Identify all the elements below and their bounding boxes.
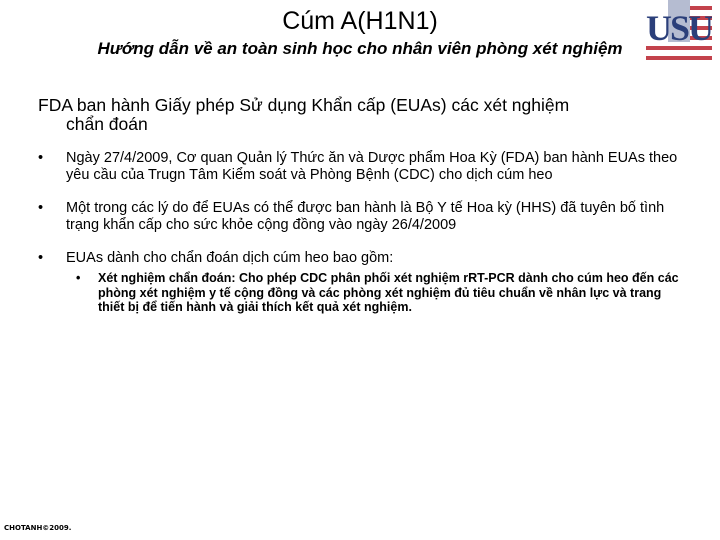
usu-logo — [646, 0, 712, 68]
bullet-dot-icon: • — [38, 250, 44, 266]
list-item — [38, 250, 688, 267]
bullet-dot-icon: • — [38, 150, 44, 166]
sub-bullet-list — [38, 271, 688, 315]
heading-line-1: FDA ban hành Giấy phép Sử dụng Khẩn cấp (EUAs) các xét nghiệm — [38, 95, 570, 115]
content-heading — [38, 96, 688, 134]
logo-lettering: USU — [646, 8, 712, 48]
slide-title: Cúm A(H1N1) — [282, 7, 438, 35]
bullet-text: Ngày 27/4/2009, Cơ quan Quản lý Thức ăn và Dược phẩm Hoa Kỳ (FDA) ban hành EUAs theo yêu cầu của Trugn Tâm Kiểm soát và Phòng Bệnh (CDC) cho dịch cúm heo — [66, 150, 678, 183]
sub-bullet-text: Xét nghiệm chẩn đoán: Cho phép CDC phân phối xét nghiệm rRT-PCR dành cho cúm heo đến các phòng xét nghiệm y tế cộng đồng và các phòng xét nghiệm đủ tiêu chuẩn về nhân lực và trang thiết bị để tiến hành và giải thích kết quả xét nghiệm. — [98, 271, 679, 314]
slide-subtitle: Hướng dẫn về an toàn sinh học cho nhân viên phòng xét nghiệm — [97, 39, 623, 58]
bullet-dot-icon: • — [38, 200, 44, 216]
bullet-text: Một trong các lý do để EUAs có thể được ban hành là Bộ Y tế Hoa kỳ (HHS) đã tuyên bố tình trạng khẩn cấp cho sức khỏe cộng đồng vào ngày 26/4/2009 — [66, 200, 665, 233]
list-item — [38, 150, 688, 184]
list-item — [38, 200, 688, 234]
sub-bullet-dot-icon: • — [76, 271, 81, 285]
heading-line-2: chẩn đoán — [66, 114, 148, 134]
copyright-footer: CHOTANH©2009. — [4, 524, 72, 532]
list-item — [38, 271, 688, 315]
bullet-text: EUAs dành cho chẩn đoán dịch cúm heo bao gồm: — [66, 250, 394, 266]
bullet-list — [38, 150, 688, 267]
slide-content — [38, 96, 688, 315]
